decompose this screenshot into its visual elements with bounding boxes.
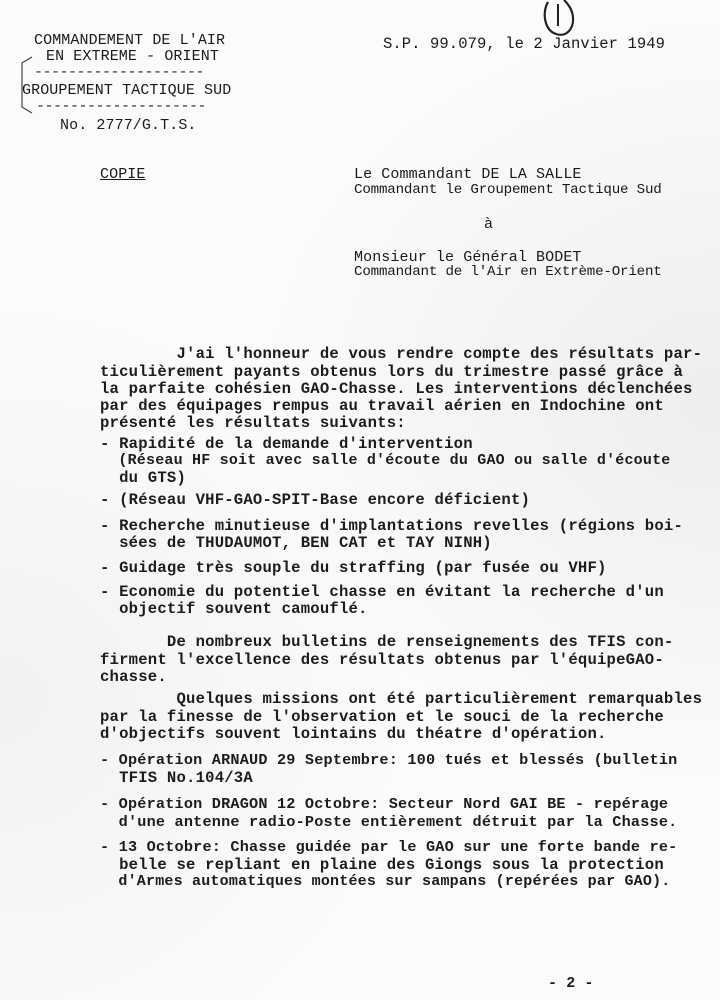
body-line: - Opération DRAGON 12 Octobre: Secteur Nord GAI BE - repérage <box>100 795 669 813</box>
body-line: - Recherche minutieuse d'implantations revelles (régions boi- <box>100 517 684 535</box>
body-line: objectif souvent camouflé. <box>100 600 368 618</box>
recipient-line-2: Commandant de l'Air en Extrème-Orient <box>354 264 662 280</box>
body-line: - Economie du potentiel chasse en évitant la recherche d'un <box>100 583 664 601</box>
body-line: De nombreux bulletins de renseignements des TFIS con- <box>100 633 674 651</box>
body-line: - Rapidité de la demande d'intervention <box>100 435 473 453</box>
sender-line-1: Le Commandant DE LA SALLE <box>354 166 582 183</box>
sender-line-2: Commandant le Groupement Tactique Sud <box>354 182 662 198</box>
body-line: chasse. <box>100 668 167 686</box>
to-word: à <box>484 216 494 233</box>
body-line: - 13 Octobre: Chasse guidée par le GAO sur une forte bande re- <box>100 838 678 856</box>
copy-label: COPIE <box>100 166 146 183</box>
body-line: d'Armes automatiques montées sur sampans (repérées par GAO). <box>100 873 671 890</box>
body-line: présenté les résultats suivants: <box>100 414 406 432</box>
page-number: - 2 - <box>548 975 594 992</box>
body-line: d'une antenne radio-Poste entièrement détruit par la Chasse. <box>100 813 678 831</box>
body-line: - Opération ARNAUD 29 Septembre: 100 tués et blessés (bulletin <box>100 751 678 769</box>
body-line: la parfaite cohésien GAO-Chasse. Les interventions déclenchées <box>100 380 693 398</box>
recipient-line-1: Monsieur le Général BODET <box>354 249 582 266</box>
body-line: sées de THUDAUMOT, BEN CAT et TAY NINH) <box>100 534 492 552</box>
reference-number: No. 2777/G.T.S. <box>60 117 197 134</box>
body-line: - Guidage très souple du straffing (par fusée ou VHF) <box>100 559 607 577</box>
body-line: firment l'excellence des résultats obtenus par l'équipeGAO- <box>100 651 664 669</box>
group-name: GROUPEMENT TACTIQUE SUD <box>22 82 232 99</box>
body-line: TFIS No.104/3A <box>100 769 253 787</box>
org-line-1: COMMANDEMENT DE L'AIR <box>34 32 226 49</box>
body-line: du GTS) <box>100 469 187 487</box>
body-line: belle se repliant en plaine des Giongs sous la protection <box>100 856 664 874</box>
body-line: - (Réseau VHF-GAO-SPIT-Base encore déficient) <box>100 491 531 509</box>
body-line: par des équipages rempus au travail aérien en Indochine ont <box>100 397 664 415</box>
body-line: J'ai l'honneur de vous rendre compte des résultats par- <box>100 345 703 363</box>
header-separator-1: -------------------- <box>34 64 205 81</box>
body-line: Quelques missions ont été particulièrement remarquables <box>100 690 703 708</box>
body-line: ticulièrement payants obtenus lors du trimestre passé grâce à <box>100 363 684 381</box>
body-line: d'objectifs souvent lointains du théatre d'opération. <box>100 725 607 743</box>
body-line: par la finesse de l'observation et le souci de la recherche <box>100 708 664 726</box>
place-date: S.P. 99.079, le 2 Janvier 1949 <box>383 35 666 53</box>
body-line: (Réseau HF soit avec salle d'écoute du GAO ou salle d'écoute <box>100 452 671 469</box>
org-line-2: EN EXTREME - ORIENT <box>46 48 219 65</box>
header-separator-2: -------------------- <box>36 98 207 115</box>
